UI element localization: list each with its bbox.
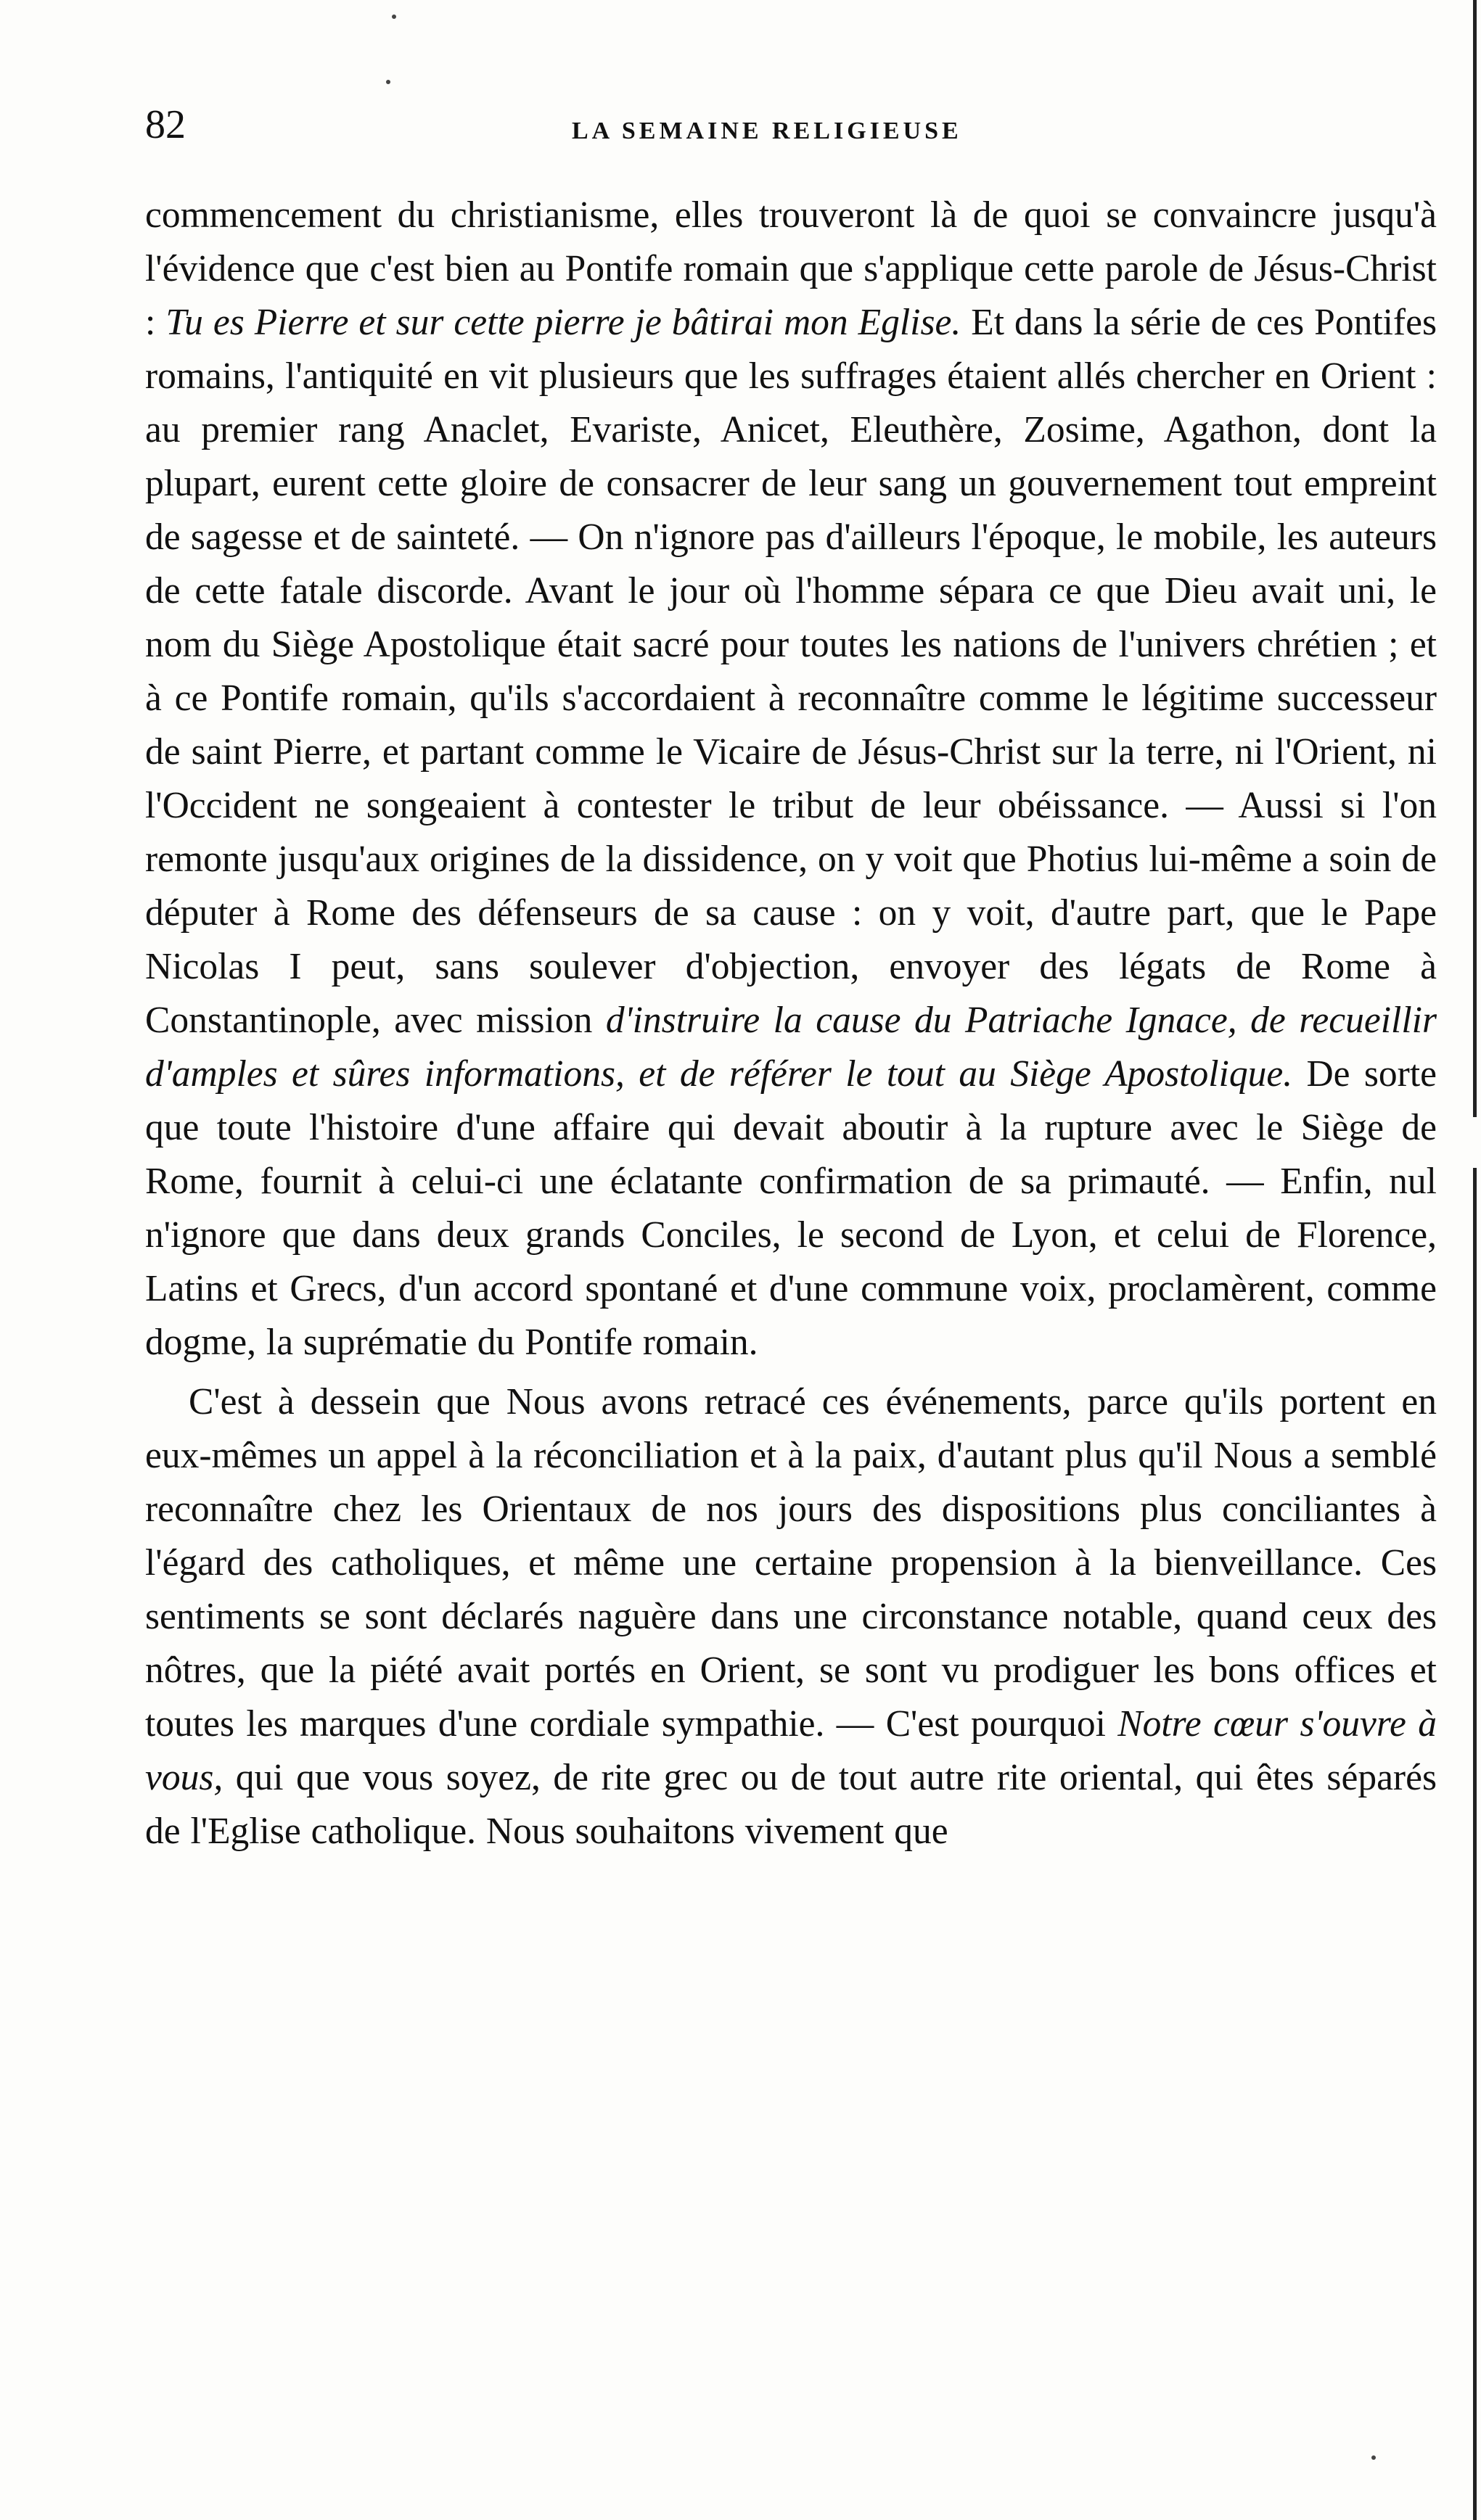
body-text: [145, 189, 1437, 2423]
scan-speck: [386, 80, 390, 84]
paragraph-2-text-1: C'est à dessein que Nous avons retracé ces événements, parce qu'ils portent en eux-mêmes un appel à la réconciliation et à la paix, d'autant plus qu'il Nous a semblé reconnaître chez les Orientaux de nos jours des dispositions plus conciliantes à l'égard des catholiques, et même une certaine propension à la bienveillance. Ces sentiments se sont déclarés naguère dans une circonstance notable, quand ceux des nôtres, que la piété avait portés en Orient, se sont vu prodiguer les bons offices et toutes les marques d'une cordiale sympathie. — C'est pourquoi: [145, 1381, 1437, 1745]
paragraph-1: [145, 189, 1437, 1370]
paragraph-1-text-2: Et dans la série de ces Pontifes romains, l'antiquité en vit plusieurs que les suffrages étaient allés chercher en Orient : au premier rang Anaclet, Evariste, Anicet, Eleuthère, Zosime, Agathon, dont la plupart, eurent cette gloire de consacrer de leur sang un gouvernement tout empreint de sagesse et de sainteté. — On n'ignore pas d'ailleurs l'époque, le mobile, les auteurs de cette fatale discorde. Avant le jour où l'homme sépara ce que Dieu avait uni, le nom du Siège Apostolique était sacré pour toutes les nations de l'univers chrétien ; et à ce Pontife romain, qu'ils s'accordaient à reconnaître comme le légitime successeur de saint Pierre, et partant comme le Vicaire de Jésus-Christ sur la terre, ni l'Orient, ni l'Occident ne songeaient à contester le tribut de leur obéissance. — Aussi si l'on remonte jusqu'aux origines de la dissidence, on y voit que Photius lui-même a soin de députer à Rome des défenseurs de sa cause : on y voit, d'autre part, que le Pape Nicolas I peut, sans soulever d'objection, envoyer des légats de Rome à Constantinople, avec mission: [145, 302, 1437, 1041]
running-head: [138, 102, 1437, 160]
paragraph-1-text-1: commencement du christianisme, elles trouveront là de quoi se convaincre jusqu'à l'évidence que c'est bien au Pontife romain que s'applique cette parole de Jésus-Christ :: [145, 194, 1437, 343]
binding-edge-line-lower: [1473, 1168, 1477, 2520]
paragraph-2-italic: Notre cœur s'ouvre à vous,: [145, 1703, 1437, 1798]
page-number: 82: [145, 102, 186, 147]
paragraph-2-text-2: qui que vous soyez, de rite grec ou de tout autre rite oriental, qui êtes séparés de l'Eglise catholique. Nous souhaitons vivement que: [145, 1757, 1437, 1852]
paragraph-1-italic-mission: d'instruire la cause du Patriache Ignace, de recueillir d'amples et sûres informations, et de référer le tout au Siège Apostolique.: [145, 1000, 1437, 1095]
paragraph-1-text-3: De sorte que toute l'histoire d'une affaire qui devait aboutir à la rupture avec le Siège de Rome, fournit à celui-ci une éclatante confirmation de sa primauté. — Enfin, nul n'ignore que dans deux grands Conciles, le second de Lyon, et celui de Florence, Latins et Grecs, d'un accord spontané et d'une commune voix, proclamèrent, comme dogme, la suprématie du Pontife romain.: [145, 1053, 1437, 1363]
scan-speck: [1371, 2455, 1376, 2460]
paragraph-2: [145, 1375, 1437, 1858]
scan-speck: [392, 15, 396, 19]
journal-title: LA SEMAINE RELIGIEUSE: [572, 118, 962, 144]
paragraph-1-italic-quote: Tu es Pierre et sur cette pierre je bâtirai mon Eglise.: [165, 302, 961, 343]
binding-edge-line: [1473, 0, 1477, 1117]
